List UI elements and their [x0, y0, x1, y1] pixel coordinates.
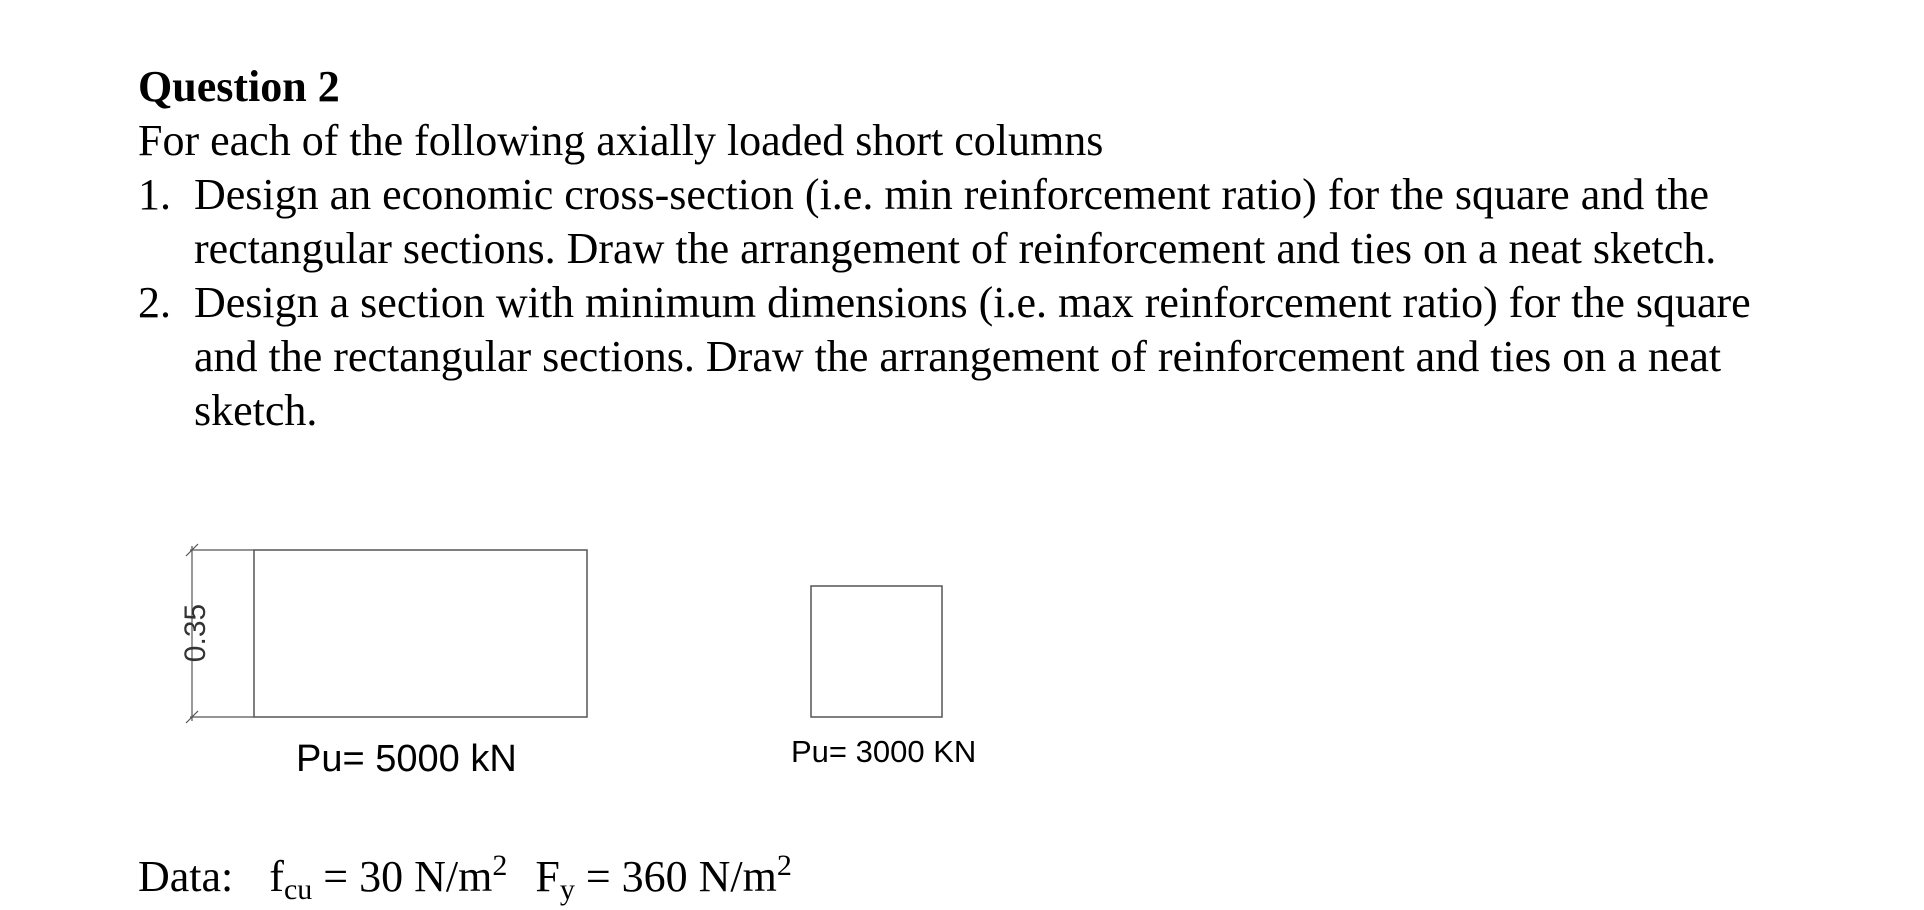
rect-load-label: Pu= 5000 kN [296, 738, 517, 780]
item-number: 2. [138, 278, 171, 327]
fcu-value: = 30 N/m [312, 852, 493, 901]
fcu-symbol: f [269, 852, 284, 901]
item-line: and the rectangular sections. Draw the arrangement of reinforcement and ties on a neat [194, 332, 1722, 381]
square-section [811, 586, 942, 717]
rectangular-section [254, 550, 587, 717]
item-line: sketch. [194, 386, 318, 435]
data-label: Data: [138, 852, 234, 901]
item-line: rectangular sections. Draw the arrangement of reinforcement and ties on a neat sketch. [194, 224, 1717, 273]
fy-symbol: F [535, 852, 560, 901]
fcu-superscript: 2 [492, 849, 508, 882]
fy-subscript: y [559, 873, 575, 906]
fcu-subscript: cu [283, 873, 313, 906]
fy-value: = 360 N/m [574, 852, 777, 901]
item-number: 1. [138, 170, 171, 219]
question-intro: For each of the following axially loaded short columns [138, 116, 1104, 165]
item-line: Design an economic cross-section (i.e. min reinforcement ratio) for the square and the [194, 170, 1709, 219]
fy-superscript: 2 [776, 849, 792, 882]
dimension-label: 0.35 [179, 603, 212, 663]
height-dimension [179, 544, 254, 723]
item-line: Design a section with minimum dimensions (i.e. max reinforcement ratio) for the square [194, 278, 1751, 327]
square-load-label: Pu= 3000 KN [791, 734, 977, 769]
question-title: Question 2 [138, 62, 340, 111]
material-data [138, 850, 792, 904]
